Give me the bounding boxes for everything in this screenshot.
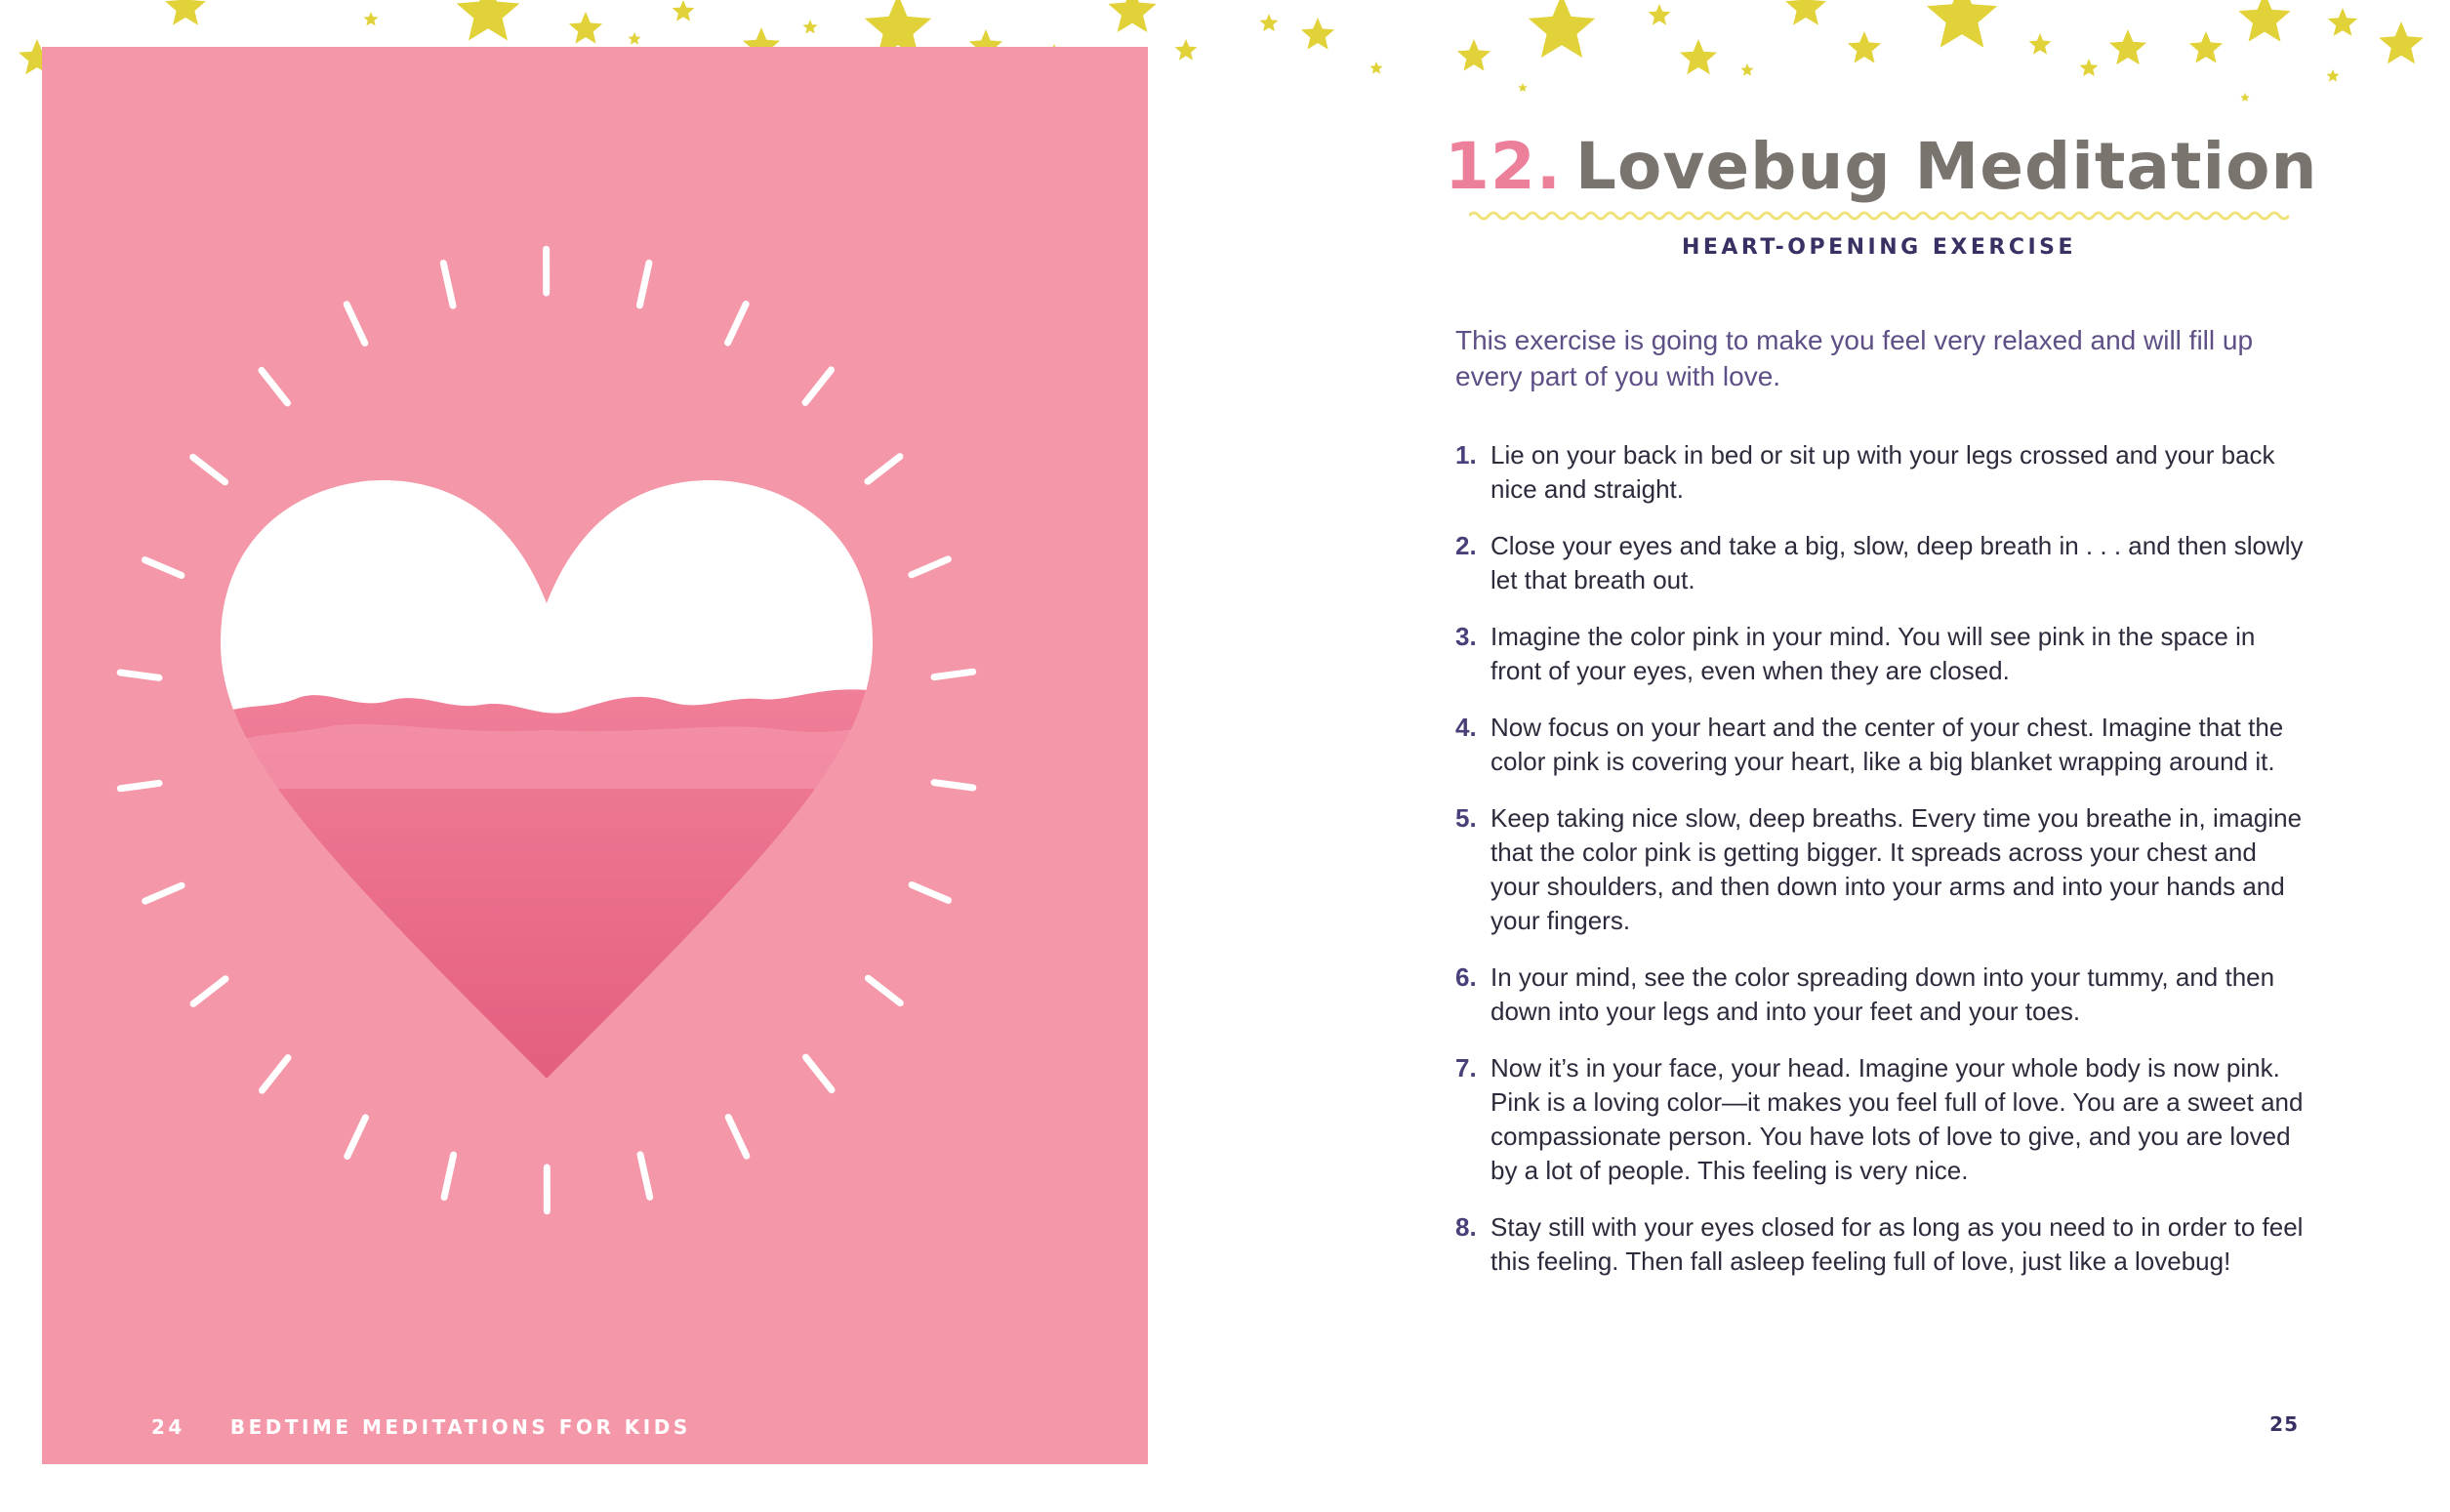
list-item (1455, 960, 2305, 1029)
step-text: In your mind, see the color spreading down into your tummy, and then down into your legs and into your feet and your toes. (1490, 962, 2275, 1026)
list-item (1455, 1210, 2305, 1279)
left-page-illustration-panel (42, 47, 1148, 1464)
steps-list (1455, 438, 2305, 1301)
ray-stroke (868, 457, 900, 482)
step-text: Now it’s in your face, your head. Imagine your whole body is now pink. Pink is a loving color—it makes you feel full of love. You are a sweet and compassionate person. You have lots of love to give, and you are loved by a lot of people. This feeling is very nice. (1490, 1053, 2304, 1185)
step-number: 4. (1455, 713, 1477, 742)
list-item (1455, 801, 2305, 938)
heart-icon (208, 467, 891, 1101)
intro-paragraph: This exercise is going to make you feel very relaxed and will fill up every part of you with love. (1455, 325, 2254, 391)
ray-stroke (120, 673, 159, 677)
star-icon (2379, 21, 2424, 63)
ray-stroke (934, 783, 973, 788)
list-item (1455, 711, 2305, 779)
star-icon (802, 20, 817, 34)
ray-stroke (347, 1118, 366, 1157)
step-number: 5. (1455, 803, 1477, 833)
step-text: Imagine the color pink in your mind. You will see pink in the space in front of your eyes, even when they are closed. (1490, 622, 2256, 685)
ray-stroke (912, 559, 948, 575)
star-icon (569, 12, 602, 44)
ray-stroke (347, 305, 365, 344)
star-icon (165, 0, 206, 25)
star-icon (2189, 31, 2223, 63)
list-item (1455, 529, 2305, 597)
step-number: 2. (1455, 531, 1477, 560)
star-icon (1529, 0, 1595, 58)
star-icon (1260, 14, 1279, 31)
star-icon (1518, 83, 1528, 92)
star-icon (457, 0, 520, 41)
star-icon (1369, 61, 1382, 74)
ray-stroke (806, 1057, 833, 1090)
star-icon (628, 32, 640, 45)
title-text: Lovebug Meditation (1574, 129, 2318, 204)
left-page-footer (151, 1415, 691, 1439)
chapter-heading (1445, 129, 2318, 260)
heart-illustration (42, 47, 1148, 1464)
ray-stroke (639, 263, 649, 306)
star-icon (1740, 63, 1753, 76)
star-icon (1680, 39, 1717, 74)
star-icon (673, 0, 695, 21)
list-item (1455, 438, 2305, 507)
step-number: 6. (1455, 962, 1477, 992)
ray-stroke (263, 1058, 289, 1091)
star-icon (1785, 0, 1826, 25)
step-number: 1. (1455, 440, 1477, 470)
ray-stroke (868, 978, 900, 1002)
star-icon (363, 12, 378, 26)
star-icon (1175, 39, 1198, 61)
step-number: 8. (1455, 1212, 1477, 1242)
ray-stroke (728, 305, 747, 344)
step-number: 3. (1455, 622, 1477, 651)
star-icon (2326, 69, 2339, 82)
subtitle: HEART-OPENING EXERCISE (1681, 235, 2077, 260)
ray-stroke (193, 979, 225, 1004)
star-icon (2328, 8, 2357, 36)
ray-stroke (145, 560, 182, 576)
star-icon (1108, 0, 1156, 32)
star-icon (1649, 4, 1671, 25)
star-icon (2109, 29, 2146, 64)
ray-stroke (728, 1118, 747, 1157)
ray-stroke (120, 783, 159, 788)
ray-stroke (193, 457, 225, 481)
ray-stroke (145, 885, 182, 901)
step-text: Now focus on your heart and the center of your chest. Imagine that the color pink is covering your heart, like a big blanket wrapping around it. (1490, 713, 2284, 776)
star-icon (1457, 39, 1490, 71)
running-title: BEDTIME MEDITATIONS FOR KIDS (229, 1415, 691, 1439)
step-text: Lie on your back in bed or sit up with your legs crossed and your back nice and straight. (1490, 440, 2275, 504)
left-page-number: 24 (151, 1415, 185, 1439)
title-number: 12. (1445, 129, 1562, 204)
star-icon (1301, 18, 1334, 50)
ray-stroke (640, 1155, 650, 1198)
squiggle-underline (1469, 208, 2289, 224)
star-icon (1927, 0, 1997, 48)
ray-stroke (262, 370, 288, 403)
star-icon (2240, 93, 2250, 102)
star-icon (2029, 33, 2052, 55)
ray-stroke (444, 1155, 454, 1198)
list-item (1455, 620, 2305, 688)
step-number: 7. (1455, 1053, 1477, 1083)
star-icon (2238, 0, 2290, 42)
ray-stroke (912, 885, 948, 901)
step-text: Stay still with your eyes closed for as long as you need to in order to feel this feeling. Then fall asleep feeling full of love, just like a lovebug! (1490, 1212, 2304, 1276)
step-text: Close your eyes and take a big, slow, deep breath in . . . and then slowly let that breath out. (1490, 531, 2304, 594)
ray-stroke (443, 264, 453, 306)
page-title (1445, 129, 2318, 204)
step-text: Keep taking nice slow, deep breaths. Every time you breathe in, imagine that the color pink is getting bigger. It spreads across your chest and your shoulders, and then down into your arms and into your hands and your fingers. (1490, 803, 2303, 935)
star-icon (2080, 59, 2099, 76)
ray-stroke (805, 370, 832, 403)
star-icon (1848, 31, 1881, 63)
list-item (1455, 1051, 2305, 1188)
right-page-number: 25 (2269, 1412, 2299, 1436)
ray-stroke (934, 672, 973, 676)
